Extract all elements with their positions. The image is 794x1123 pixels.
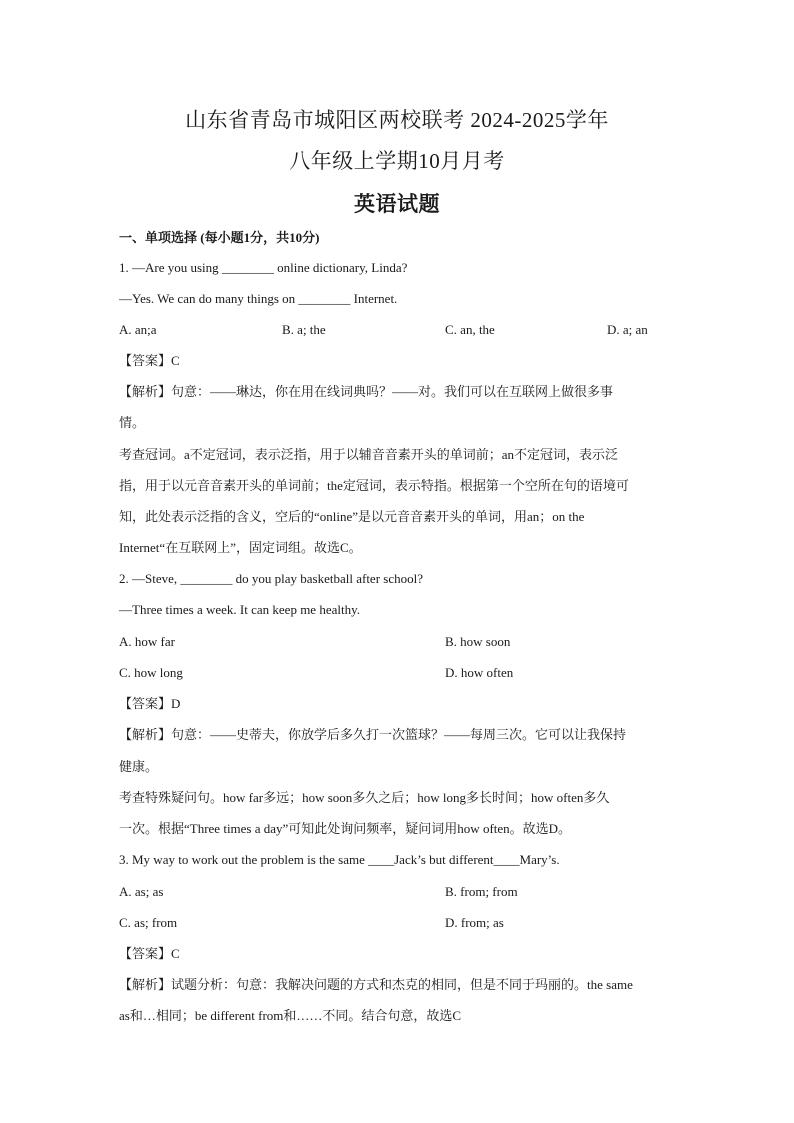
q2-stem-2: —Three times a week. It can keep me healthy. xyxy=(119,602,360,617)
q1-analysis-line: 情。 xyxy=(119,415,146,430)
q3-option-d: D. from; as xyxy=(445,915,504,930)
q3-option-b: B. from; from xyxy=(445,884,518,899)
q2-answer: 【答案】D xyxy=(119,696,181,711)
q1-analysis-line: 考查冠词。a不定冠词，表示泛指，用于以辅音音素开头的单词前；an不定冠词，表示泛 xyxy=(119,447,619,462)
q3-analysis-line: as和…相同；be different from和……不同。结合句意，故选C xyxy=(119,1008,462,1023)
q2-option-c: C. how long xyxy=(119,665,183,680)
q2-analysis-line: 【解析】句意：——史蒂夫，你放学后多久打一次篮球？——每周三次。它可以让我保持 xyxy=(119,727,627,742)
q2-analysis-line: 考查特殊疑问句。how far多远；how soon多久之后；how long多长时间；how often多久 xyxy=(119,790,610,805)
q3-stem: 3. My way to work out the problem is the same ____Jack’s but different____Mary’s. xyxy=(119,852,560,867)
q2-option-b: B. how soon xyxy=(445,634,511,649)
section-heading: 一、单项选择 (每小题1分，共10分) xyxy=(119,230,320,245)
title-line-2: 八年级上学期10月月考 xyxy=(289,149,505,173)
q2-analysis-line: 一次。根据“Three times a day”可知此处询问频率，疑问词用how often。故选D。 xyxy=(119,821,572,836)
q2-stem: 2. —Steve, ________ do you play basketball after school? xyxy=(119,571,423,586)
q2-option-d: D. how often xyxy=(445,665,514,680)
q1-option-a: A. an;a xyxy=(119,322,157,337)
q2-analysis-line: 健康。 xyxy=(119,759,159,774)
q1-analysis-line: Internet“在互联网上”，固定词组。故选C。 xyxy=(119,540,362,555)
q1-stem: 1. —Are you using ________ online dictionary, Linda? xyxy=(119,260,408,275)
q1-analysis-line: 指，用于以元音音素开头的单词前；the定冠词，表示特指。根据第一个空所在句的语境可 xyxy=(119,478,629,493)
q3-option-a: A. as; as xyxy=(119,884,164,899)
q1-analysis-line: 【解析】句意：——琳达，你在用在线词典吗？——对。我们可以在互联网上做很多事 xyxy=(119,384,614,399)
q3-answer: 【答案】C xyxy=(119,946,180,961)
q1-option-c: C. an, the xyxy=(445,322,495,337)
title-line-1: 山东省青岛市城阳区两校联考 2024-2025学年 xyxy=(185,108,609,132)
q1-analysis-line: 知，此处表示泛指的含义，空后的“online”是以元音音素开头的单词，用an；on the xyxy=(119,509,585,524)
q3-analysis-line: 【解析】试题分析：句意：我解决问题的方式和杰克的相同，但是不同于玛丽的。the same xyxy=(119,977,633,992)
q1-option-b: B. a; the xyxy=(282,322,326,337)
q1-option-d: D. a; an xyxy=(607,322,648,337)
title-line-3: 英语试题 xyxy=(354,192,440,216)
q1-stem-2: —Yes. We can do many things on ________ Internet. xyxy=(119,291,398,306)
q1-answer: 【答案】C xyxy=(119,353,180,368)
q3-option-c: C. as; from xyxy=(119,915,178,930)
q2-option-a: A. how far xyxy=(119,634,175,649)
